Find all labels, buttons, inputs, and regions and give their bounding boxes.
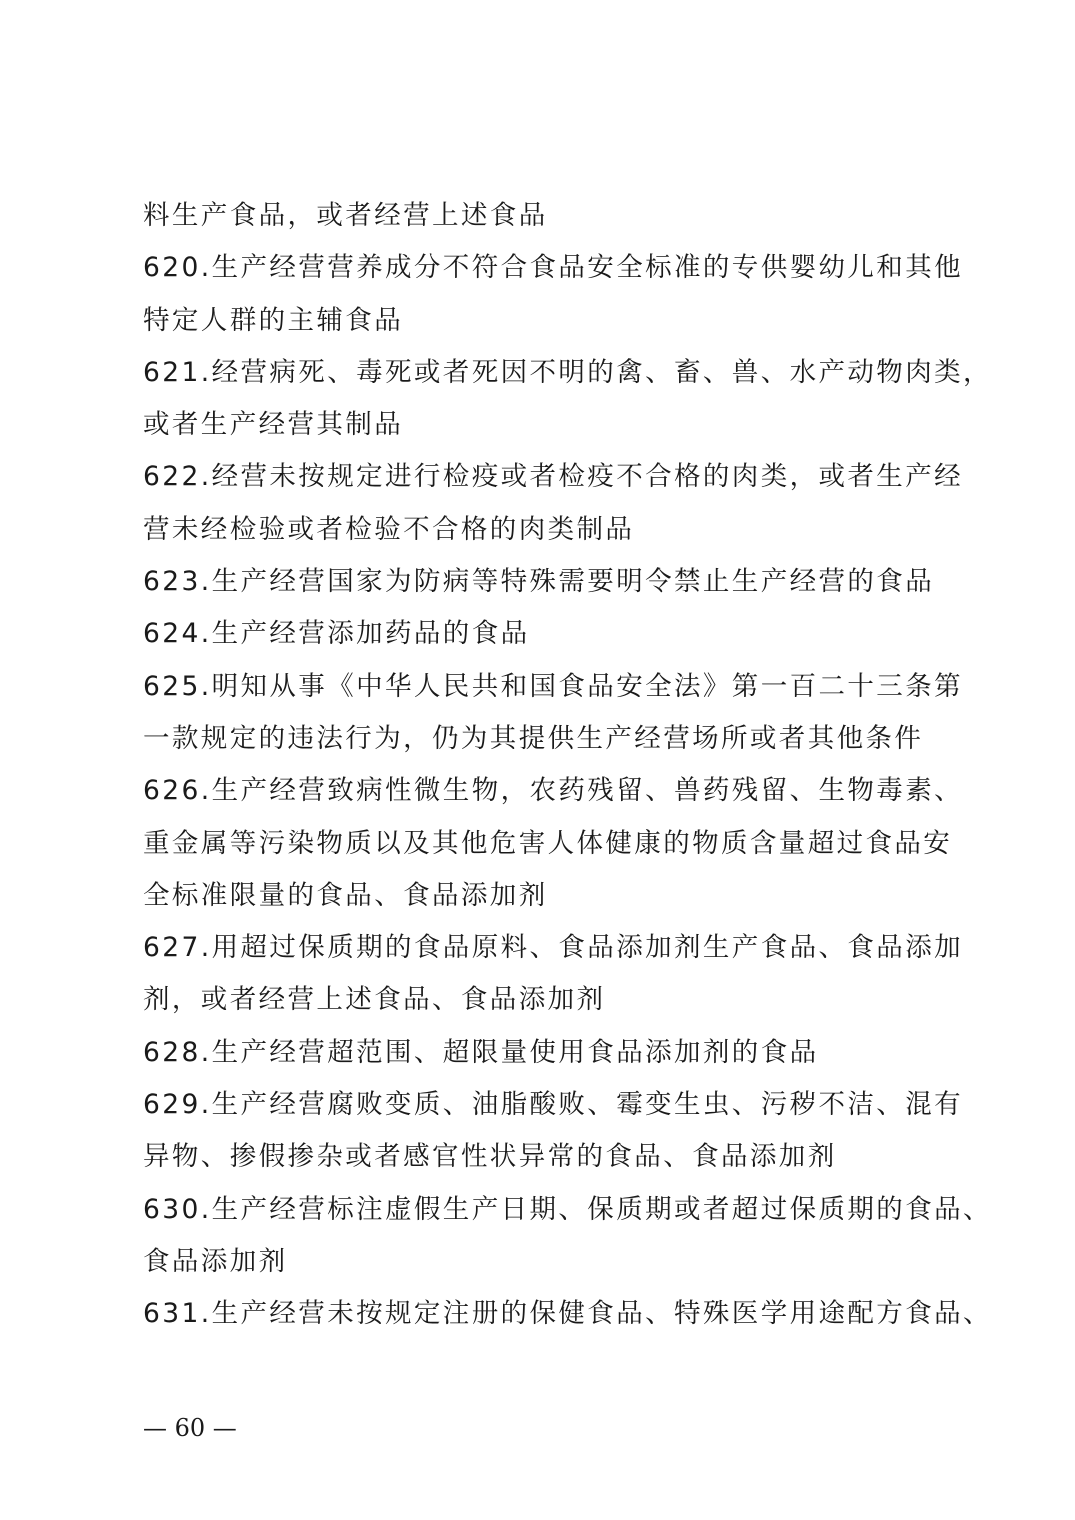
text-line: 622.经营未按规定进行检疫或者检疫不合格的肉类，或者生产经 xyxy=(143,461,964,493)
text-line: 或者生产经营其制品 xyxy=(143,409,404,441)
text-line: 626.生产经营致病性微生物，农药残留、兽药残留、生物毒素、 xyxy=(143,775,964,807)
page-number: — 60 — xyxy=(143,1414,237,1442)
text-line: 627.用超过保质期的食品原料、食品添加剂生产食品、食品添加 xyxy=(143,932,964,964)
text-line: 食品添加剂 xyxy=(143,1245,288,1277)
text-line: 营未经检验或者检验不合格的肉类制品 xyxy=(143,513,635,545)
text-line: 620.生产经营营养成分不符合食品安全标准的专供婴幼儿和其他 xyxy=(143,252,964,284)
document-body xyxy=(143,190,992,1341)
text-line: 一款规定的违法行为，仍为其提供生产经营场所或者其他条件 xyxy=(143,722,924,754)
text-line: 629.生产经营腐败变质、油脂酸败、霉变生虫、污秽不洁、混有 xyxy=(143,1089,964,1121)
text-line: 全标准限量的食品、食品添加剂 xyxy=(143,879,548,911)
text-line: 623.生产经营国家为防病等特殊需要明令禁止生产经营的食品 xyxy=(143,566,935,598)
text-line: 621.经营病死、毒死或者死因不明的禽、畜、兽、水产动物肉类， xyxy=(143,356,992,388)
text-line: 剂，或者经营上述食品、食品添加剂 xyxy=(143,984,606,1016)
text-line: 630.生产经营标注虚假生产日期、保质期或者超过保质期的食品、 xyxy=(143,1193,992,1225)
text-line: 624.生产经营添加药品的食品 xyxy=(143,618,530,650)
text-line: 628.生产经营超范围、超限量使用食品添加剂的食品 xyxy=(143,1036,819,1068)
text-line: 料生产食品，或者经营上述食品 xyxy=(143,200,548,231)
text-line: 特定人群的主辅食品 xyxy=(143,304,404,336)
text-line: 重金属等污染物质以及其他危害人体健康的物质含量超过食品安 xyxy=(143,827,953,859)
text-line: 异物、掺假掺杂或者感官性状异常的食品、食品添加剂 xyxy=(143,1141,837,1173)
text-line: 631.生产经营未按规定注册的保健食品、特殊医学用途配方食品、 xyxy=(143,1298,992,1330)
text-line: 625.明知从事《中华人民共和国食品安全法》第一百二十三条第 xyxy=(143,670,964,702)
